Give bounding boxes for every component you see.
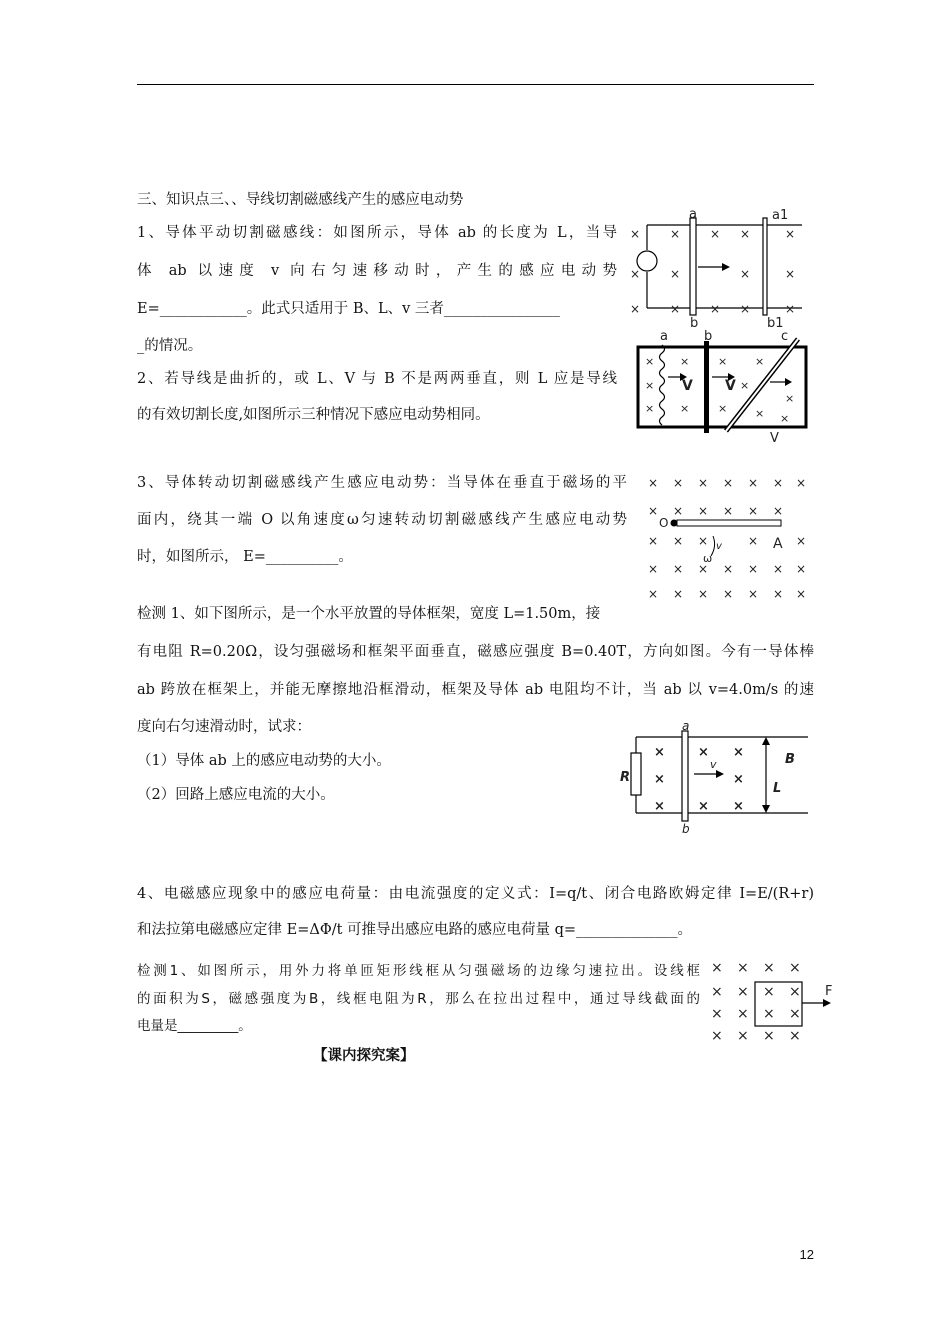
svg-text:×: ×: [748, 534, 759, 548]
svg-text:×: ×: [773, 587, 784, 601]
check1-line1: 检测 1、如下图所示，是一个水平放置的导体框架，宽度 L=1.50m，接: [137, 606, 601, 622]
check1-q2: （2）回路上感应电流的大小。: [137, 787, 335, 803]
p3-line1: 3、导体转动切割磁感线产生感应电动势：当导体在垂直于磁场的平: [137, 475, 627, 491]
svg-text:×: ×: [773, 476, 784, 490]
fig3-label-a: A: [773, 536, 783, 552]
svg-text:×: ×: [698, 587, 709, 601]
p4-line2: 和法拉第电磁感应定律 E=ΔΦ/t 可推导出感应电路的感应电荷量 q=______________。: [137, 922, 693, 938]
svg-text:×: ×: [698, 799, 709, 814]
fig4-label-v: v: [710, 758, 717, 771]
fig2-label-a: a: [660, 329, 668, 344]
check1-line3: ab 跨放在框架上，并能无摩擦地沿框滑动，框架及导体 ab 电阻均不计，当 ab 以 v=4.0m/s 的速: [137, 682, 814, 698]
svg-text:×: ×: [718, 355, 728, 368]
svg-text:×: ×: [654, 745, 665, 760]
svg-text:×: ×: [733, 772, 744, 787]
fig2-label-c: c: [781, 329, 789, 344]
svg-text:×: ×: [723, 504, 734, 518]
svg-text:×: ×: [698, 534, 709, 548]
svg-text:×: ×: [630, 302, 641, 316]
svg-text:×: ×: [680, 355, 690, 368]
fig4-label-r: R: [620, 770, 631, 785]
fig4-label-bfield: B: [785, 752, 795, 767]
figure-frame-resistor: [618, 719, 813, 836]
svg-text:×: ×: [789, 1028, 801, 1044]
p1-line1: 1、导体平动切割磁感线：如图所示，导体 ab 的长度为 L，当导: [137, 225, 617, 241]
svg-text:×: ×: [748, 504, 759, 518]
svg-text:×: ×: [785, 267, 796, 281]
svg-text:×: ×: [673, 562, 684, 576]
p3-line2: 面内，绕其一端 O 以角速度ω匀速转动切割磁感线产生感应电动势: [137, 512, 627, 528]
svg-text:×: ×: [630, 227, 641, 241]
p4-line1: 4、电磁感应现象中的感应电荷量：由电流强度的定义式：I=q/t、闭合电路欧姆定律 I=E/(R+r): [137, 886, 814, 902]
p2-line1: 2、若导线是曲折的，或 L、V 与 B 不是两两垂直，则 L 应是导线: [137, 371, 617, 387]
svg-text:×: ×: [711, 984, 723, 1000]
fig3-label-v: v: [716, 541, 722, 552]
svg-text:×: ×: [673, 534, 684, 548]
svg-text:×: ×: [654, 799, 665, 814]
svg-text:×: ×: [710, 227, 721, 241]
svg-text:×: ×: [755, 407, 765, 420]
svg-text:×: ×: [733, 799, 744, 814]
check1-q1: （1）导体 ab 上的感应电动势的大小。: [137, 753, 391, 769]
fig5-label-f: F: [825, 984, 833, 999]
svg-text:×: ×: [698, 562, 709, 576]
coiled-wire: [660, 345, 665, 425]
svg-text:×: ×: [763, 984, 775, 1000]
svg-text:×: ×: [698, 476, 709, 490]
svg-text:×: ×: [645, 379, 655, 392]
svg-text:×: ×: [737, 960, 749, 976]
svg-text:×: ×: [796, 476, 807, 490]
page-number: 12: [799, 1247, 814, 1262]
svg-text:×: ×: [748, 587, 759, 601]
p3-line3: 时，如图所示， E=__________。: [137, 549, 353, 565]
svg-text:×: ×: [645, 355, 655, 368]
header-rule: [137, 84, 814, 85]
svg-text:×: ×: [755, 355, 765, 368]
svg-text:×: ×: [773, 562, 784, 576]
svg-text:×: ×: [648, 562, 659, 576]
fig2-label-v3: V: [770, 431, 779, 446]
svg-text:×: ×: [785, 227, 796, 241]
svg-text:×: ×: [740, 227, 751, 241]
svg-text:×: ×: [737, 1028, 749, 1044]
fig4-label-l: L: [773, 781, 782, 796]
svg-text:×: ×: [698, 745, 709, 760]
section-title: 三、知识点三、、导线切割磁感线产生的感应电动势: [137, 192, 464, 208]
p2-line2: 的有效切割长度,如图所示三种情况下感应电动势相同。: [137, 407, 490, 423]
svg-text:×: ×: [680, 402, 690, 415]
fig2-label-b: b: [704, 329, 713, 344]
svg-text:×: ×: [780, 412, 790, 425]
svg-text:×: ×: [698, 504, 709, 518]
svg-text:×: ×: [740, 379, 750, 392]
fig1-label-a1: a1: [772, 208, 789, 223]
svg-text:×: ×: [723, 476, 734, 490]
svg-text:×: ×: [648, 587, 659, 601]
figure-effective-length: [630, 327, 810, 447]
figure-translating-rod: [622, 205, 812, 330]
svg-text:×: ×: [654, 772, 665, 787]
svg-text:×: ×: [673, 587, 684, 601]
svg-text:×: ×: [763, 960, 775, 976]
fig2-label-v2: V: [725, 378, 736, 394]
svg-text:×: ×: [773, 504, 784, 518]
svg-text:×: ×: [723, 562, 734, 576]
check2-line1: 检测1、如图所示，用外力将单匝矩形线框从匀强磁场的边缘匀速拉出。设线框: [137, 963, 700, 979]
check1-line4: 度向右匀速滑动时，试求：: [137, 719, 311, 735]
check2-line2: 的面积为S，磁感强度为B，线框电阻为R，那么在拉出过程中，通过导线截面的: [137, 991, 700, 1007]
svg-text:×: ×: [648, 534, 659, 548]
svg-text:×: ×: [630, 267, 641, 281]
fig1-label-b: b: [690, 316, 699, 331]
svg-text:×: ×: [748, 562, 759, 576]
svg-text:×: ×: [673, 476, 684, 490]
svg-text:×: ×: [740, 302, 751, 316]
fig4-label-a: a: [682, 719, 690, 733]
svg-text:×: ×: [748, 476, 759, 490]
check1-line2: 有电阻 R=0.20Ω，设匀强磁场和框架平面垂直，磁感应强度 B=0.40T，方向如图。今有一导体棒: [137, 644, 814, 660]
fig1-label-a: a: [689, 207, 697, 222]
svg-text:×: ×: [673, 504, 684, 518]
fig3-label-o: O: [659, 516, 669, 530]
fig4-label-b: b: [682, 822, 690, 836]
svg-text:×: ×: [723, 587, 734, 601]
svg-text:×: ×: [711, 960, 723, 976]
svg-text:×: ×: [785, 302, 796, 316]
svg-text:×: ×: [796, 587, 807, 601]
svg-text:×: ×: [763, 1006, 775, 1022]
svg-text:×: ×: [796, 534, 807, 548]
svg-text:×: ×: [737, 1006, 749, 1022]
svg-text:×: ×: [670, 267, 681, 281]
p1-line3: E=____________。此式只适用于 B、L、v 三者________________: [137, 301, 560, 317]
svg-text:×: ×: [648, 476, 659, 490]
svg-text:×: ×: [711, 1006, 723, 1022]
svg-text:×: ×: [789, 960, 801, 976]
svg-text:×: ×: [645, 402, 655, 415]
figure-rotating-rod: [643, 470, 813, 605]
svg-text:×: ×: [785, 392, 795, 405]
arrow-right-icon: [722, 263, 730, 271]
svg-text:×: ×: [740, 267, 751, 281]
svg-text:×: ×: [670, 302, 681, 316]
svg-text:×: ×: [670, 227, 681, 241]
figure-loop-pulled: [705, 955, 845, 1045]
svg-text:×: ×: [737, 984, 749, 1000]
svg-text:×: ×: [796, 562, 807, 576]
svg-text:×: ×: [718, 402, 728, 415]
fig1-label-b1: b1: [767, 316, 784, 331]
fig2-label-v1: V: [682, 378, 693, 394]
check2-line3: 电量是_________。: [137, 1018, 252, 1034]
svg-text:×: ×: [648, 504, 659, 518]
svg-text:×: ×: [711, 1028, 723, 1044]
svg-text:×: ×: [763, 1028, 775, 1044]
p1-line2: 体 ab 以速度 v 向右匀速移动时，产生的感应电动势: [137, 263, 617, 279]
fig3-label-omega: ω: [703, 552, 713, 565]
svg-text:×: ×: [789, 1006, 801, 1022]
p1-line4: _的情况。: [137, 338, 203, 354]
svg-text:×: ×: [733, 745, 744, 760]
heading-explore: 【课内探究案】: [313, 1048, 415, 1064]
svg-text:×: ×: [789, 984, 801, 1000]
svg-text:×: ×: [710, 302, 721, 316]
